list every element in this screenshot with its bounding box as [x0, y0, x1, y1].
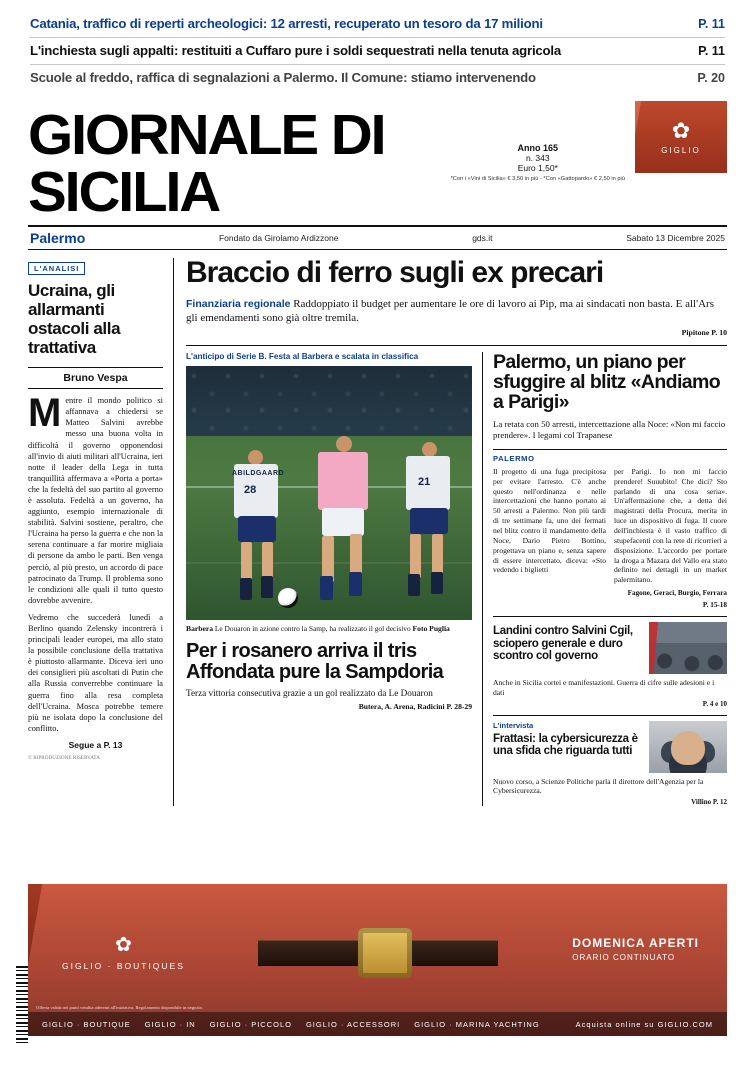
lead-subtitle	[186, 297, 727, 326]
lead-sub-text: Raddoppiato il budget per aumentare le ore di lavoro ai Pip, ma ai sindacati non basta. E all'Ars gli emendamenti sono già oltre tremila.	[186, 297, 714, 325]
teaser-page-ref: P. 11	[698, 44, 725, 58]
section-label: PALERMO	[493, 453, 535, 463]
photo-caption	[186, 624, 472, 633]
lower-grid	[186, 345, 727, 806]
anno-label: Anno 165	[517, 143, 559, 153]
side-story-headline[interactable]: Palermo, un piano per sfuggire al blitz «Andiamo a Parigi»	[493, 350, 721, 414]
ad-logo-text: GIGLIO · BOUTIQUES	[62, 961, 185, 971]
copyright-note: © RIPRODUZIONE RISERVATA	[28, 754, 100, 761]
ad-logo	[62, 932, 185, 971]
divider	[28, 388, 163, 389]
side-story-page-ref: P. 15-18	[702, 601, 727, 610]
brief-subtitle: Nuovo corso, a Scienze Politiche parla il direttore dell'Agenzia per la Cybersicurezza.	[493, 776, 704, 796]
side-story-col-1: Il progetto di una fuga precipitosa per evitare l'arresto. C'è anche questo nell'ordinanza e nelle intercettazioni che hanno portato ai 50 arresti a Palermo. Non più tardi di tre settimane fa, uno dei fermati nel blitz contro il mandamento della Noce, Dario Pietro Bottino, progettava un piano e, senza sapere di essere intercettato, diceva: «Sto vedendo i biglietti	[493, 466, 606, 575]
brief-label: L'intervista	[493, 720, 534, 730]
edition-info	[451, 101, 625, 182]
teaser-text: Catania, traffico di reperti archeologici: 12 arresti, recuperato un tesoro da 17 milioni	[30, 16, 543, 31]
newspaper-title: GIORNALE DI SICILIA	[28, 103, 385, 224]
edition-date: Sabato 13 Dicembre 2025	[626, 233, 725, 243]
match-photo	[186, 366, 472, 620]
edition-bar	[28, 225, 727, 250]
analysis-column	[28, 258, 174, 806]
teaser-row[interactable]	[30, 38, 725, 65]
caption-lead: Barbera	[186, 623, 213, 633]
photo-story-subtitle: Terza vittoria consecutiva grazie a un gol realizzato da Le Douaron	[186, 688, 433, 699]
photo-story-headline[interactable]: Per i rosanero arriva il tris Affondata pure la Sampdoria	[186, 640, 444, 684]
shirt-name: ABILDGAARD	[232, 469, 285, 477]
lead-byline: Pipitone P. 10	[681, 327, 727, 337]
masthead	[0, 95, 755, 224]
ad-brand[interactable]: GIGLIO · PICCOLO	[209, 1019, 292, 1029]
price-label: Euro 1,50*	[517, 163, 558, 173]
shirt-number-secondary: 21	[418, 475, 431, 488]
ad-brand[interactable]: GIGLIO · ACCESSORI	[305, 1019, 401, 1029]
price-note: *Con i «Vini di Sicilia» € 3,50 in più - *Con «Gattopardo» € 2,50 in più	[450, 176, 625, 182]
teaser-page-ref: P. 20	[697, 71, 725, 85]
teaser-row[interactable]	[30, 65, 725, 91]
shirt-number: 28	[244, 483, 257, 496]
brief-headline: Frattasi: la cybersicurezza è una sfida che riguarda tutti	[493, 732, 638, 757]
stadium-crowd	[186, 366, 472, 436]
teaser-page-ref: P. 11	[698, 17, 725, 31]
analysis-paragraph: Vedremo che succederà lunedì a Berlino quando Zelensky incontrerà i principali leader europei, ma allo stato la possibile conclusione della trattativa è piuttosto allarmante. Diceva ieri uno dei consiglieri più ascoltati di Putin che alla Russia converrebbe continuare la guerra fino alla resa completa dell'Ucraina. Mosca potrebbe temere più ne isolata dopo la conclusione del conflitto.	[28, 612, 163, 733]
brief-headline: Landini contro Salvini Cgil, sciopero generale e duro scontro col governo	[493, 625, 633, 662]
bottom-advertisement[interactable]	[28, 884, 727, 1036]
brief-text	[493, 721, 641, 758]
edition-website[interactable]: gds.it	[472, 233, 493, 243]
analysis-paragraph: entre il mondo politico si affannava a chiedersi se Matteo Salvini avrebbe messo una buona volta in difficoltà il governo opponendosi all'invio di aiuti militari all'Ucraina, ieri notte il leader della Lega in tutta tranquillità affermava a «Porta a porta» che la fedeltà del suo partito al governo è assoluta. Fedeltà a un governo, ha aggiunto, esempio internazionale di stabilità. Salvini sostiene, peraltro, che l'Ucraina ha perso la guerra e che non la serena continuare a far morire migliaia di persone da ambo le parti. Ben venga perciò, al più presto, un accordo di pace patrocinato da Trump. Il problema sono le condizioni alle quali il tutto questo dovrebbe avvenire.	[28, 396, 163, 605]
belt-buckle-graphic	[358, 928, 412, 978]
sponsor-logo[interactable]	[635, 101, 727, 173]
main-content	[0, 258, 755, 806]
drop-cap: M	[28, 391, 62, 436]
lead-column	[174, 258, 727, 806]
ad-message	[572, 936, 699, 962]
analysis-kicker: L'ANALISI	[28, 262, 85, 275]
ad-artwork	[28, 884, 727, 1036]
brief-subtitle: Anche in Sicilia cortei e manifestazioni. Guerra di cifre sulle adesioni e i dati	[493, 678, 715, 697]
masthead-right	[451, 101, 727, 182]
caption-credit: Foto Puglia	[412, 623, 450, 633]
side-story-byline: Fagone, Geraci, Burgio, Ferrara	[627, 589, 727, 598]
caption-text: Le Douaron in azione contro la Samp, ha realizzato il gol decisivo	[214, 623, 411, 633]
lead-sub-label: Finanziaria regionale	[186, 297, 291, 310]
teaser-strip	[0, 0, 755, 95]
issue-number: n. 343	[525, 153, 550, 163]
flower-icon: ✿	[115, 934, 132, 956]
ad-brand[interactable]: GIGLIO · IN	[144, 1019, 196, 1029]
teaser-row[interactable]	[30, 14, 725, 38]
analysis-author: Bruno Vespa	[63, 372, 128, 385]
teaser-text: L'inchiesta sugli appalti: restituiti a Cuffaro pure i soldi sequestrati nella tenuta agricola	[30, 43, 561, 58]
analysis-headline[interactable]: Ucraina, gli allarmanti ostacoli alla trattativa	[28, 281, 121, 358]
lead-headline[interactable]: Braccio di ferro sugli ex precari	[186, 256, 604, 289]
brief-item[interactable]	[493, 721, 727, 773]
brief-page-ref: Villino P. 12	[691, 797, 727, 806]
barcode	[16, 966, 28, 1044]
side-story-body	[493, 467, 727, 585]
ad-brand[interactable]: GIGLIO · MARINA YACHTING	[414, 1019, 540, 1029]
photo-story-byline: Butera, A. Arena, Radicini P. 28-29	[358, 702, 472, 712]
side-column	[482, 352, 727, 806]
ad-headline: DOMENICA APERTI	[572, 936, 699, 950]
side-story-subtitle: La retata con 50 arresti, intercettazione alla Noce: «Non mi faccio prendere». I legami col Trapanese	[493, 418, 726, 441]
ad-subline: ORARIO CONTINUATO	[572, 953, 676, 962]
ad-fineprint: Offerta valida nei punti vendita aderenti all'iniziativa. Regolamento disponibile in negozio.	[36, 1005, 204, 1010]
divider	[493, 715, 727, 716]
photo-story	[186, 352, 472, 806]
divider	[493, 616, 727, 617]
ad-brand-list	[42, 1020, 540, 1029]
brief-page-ref: P. 4 e 10	[702, 699, 727, 708]
brief-item[interactable]	[493, 622, 727, 674]
sponsor-name: GIGLIO	[661, 145, 701, 155]
brief-text	[493, 622, 641, 662]
ad-shop-link[interactable]: Acquista online su GIGLIO.COM	[575, 1019, 713, 1029]
divider	[493, 449, 727, 450]
brief-photo-portrait	[649, 721, 727, 773]
ad-brand[interactable]: GIGLIO · BOUTIQUE	[42, 1019, 131, 1029]
ad-footer-bar	[28, 1012, 727, 1036]
photo-story-kicker: L'anticipo di Serie B. Festa al Barbera e scalata in classifica	[186, 351, 419, 361]
teaser-text: Scuole al freddo, raffica di segnalazioni a Palermo. Il Comune: stiamo intervenendo	[30, 70, 536, 85]
analysis-body	[28, 391, 163, 734]
flower-icon: ✿	[671, 117, 691, 143]
brief-photo-protest	[649, 622, 727, 674]
divider	[28, 367, 163, 368]
edition-city: Palermo	[30, 230, 86, 246]
edition-founder: Fondato da Girolamo Ardizzone	[218, 233, 339, 243]
side-story-col-2: per Parigi. Io non mi faccio prendere! Suuubito! Che dici? Sto parlando di una cosa seria». Un'affermazione che, a detta dei magistrati della Procura, merita in luce un dispositivo di fuga. Il cuore dell'inchiesta è il vasto traffico di stupefacenti con la rete di ricorrieri a disposizione. L'accordo per portare la droga a Mazara del Vallo era stato definito nei dettagli in un market palermitano.	[614, 466, 727, 585]
football-icon	[278, 588, 298, 608]
continue-link[interactable]: Segue a P. 13	[68, 739, 123, 750]
